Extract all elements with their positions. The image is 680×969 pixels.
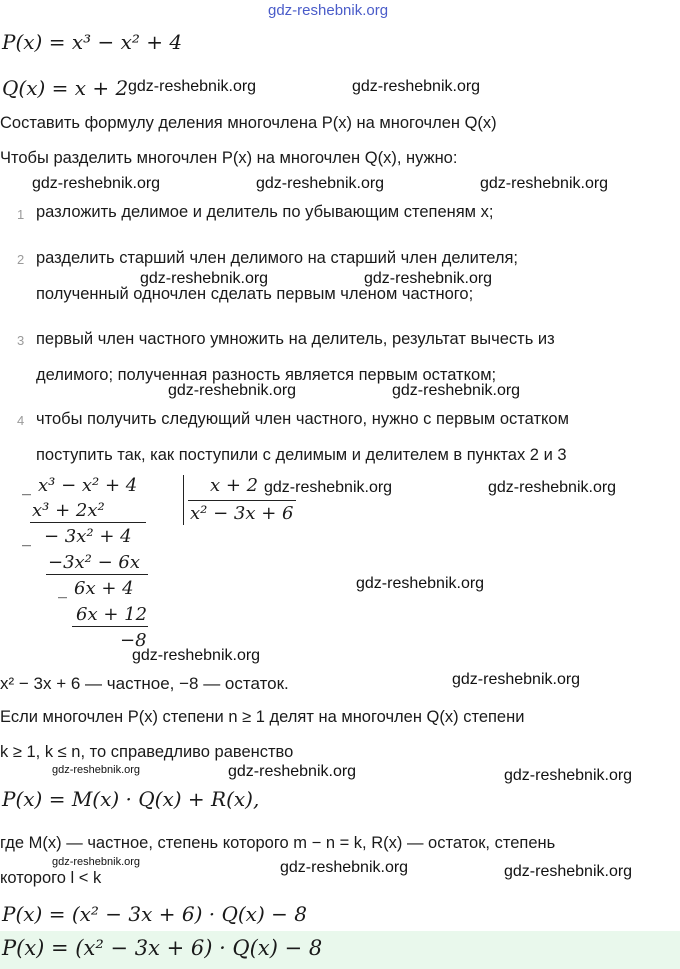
lead-text: Чтобы разделить многочлен P(x) на многочлен Q(x), нужно:	[0, 149, 458, 167]
divisor-underline	[188, 500, 296, 501]
step-text: разделить старший член делимого на старший член делителя;	[36, 249, 519, 267]
where-line-2: которого l < k	[0, 869, 102, 887]
watermark: gdz-reshebnik.org	[32, 175, 161, 192]
step-number: 3	[17, 333, 25, 348]
step-text: первый член частного умножить на делитель, результат вычесть из	[36, 330, 555, 348]
task-text: Составить формулу деления многочлена P(x) на многочлен Q(x)	[0, 114, 497, 132]
division-row: x³ + 2x²	[32, 500, 105, 521]
minus-sign: _	[22, 526, 31, 547]
watermark: gdz-reshebnik.org	[480, 175, 609, 192]
general-formula: P(x) = M(x) · Q(x) + R(x),	[2, 787, 260, 811]
watermark: gdz-reshebnik.org	[352, 78, 481, 95]
where-line-1: где M(x) — частное, степень которого m − n = k, R(x) — остаток, степень	[0, 834, 556, 852]
divider-vertical	[183, 475, 184, 525]
watermark: gdz-reshebnik.org	[452, 671, 581, 688]
division-line	[72, 626, 148, 627]
watermark: gdz-reshebnik.org	[504, 863, 633, 880]
theorem-line-1: Если многочлен P(x) степени n ≥ 1 делят на многочлен Q(x) степени	[0, 708, 525, 726]
q-formula: Q(x) = x + 2	[2, 76, 129, 100]
watermark: gdz-reshebnik.org	[52, 856, 141, 868]
division-row: 6x + 12	[76, 604, 148, 625]
watermark: gdz-reshebnik.org	[504, 767, 633, 784]
division-line	[30, 522, 146, 523]
watermark: gdz-reshebnik.org	[280, 859, 409, 876]
division-row: −3x² − 6x	[48, 552, 141, 573]
quotient: x² − 3x + 6	[190, 503, 294, 524]
remainder: −8	[120, 630, 147, 651]
watermark-top: gdz-reshebnik.org	[268, 2, 389, 19]
watermark: gdz-reshebnik.org	[228, 763, 357, 780]
watermark: gdz-reshebnik.org	[128, 78, 257, 95]
watermark: gdz-reshebnik.org	[488, 479, 617, 496]
step-number: 1	[17, 207, 25, 222]
watermark: gdz-reshebnik.org	[140, 270, 269, 287]
division-row: 6x + 4	[74, 578, 134, 599]
step-text: поступить так, как поступили с делимым и делителем в пунктах 2 и 3	[36, 446, 567, 464]
watermark: gdz-reshebnik.org	[392, 382, 521, 399]
minus-sign: _	[58, 578, 67, 599]
theorem-line-2: k ≥ 1, k ≤ n, то справедливо равенство	[0, 743, 294, 761]
answer-box	[0, 931, 680, 969]
step-text: разложить делимое и делитель по убывающим степеням x;	[36, 203, 494, 221]
divisor: x + 2	[210, 475, 259, 496]
quotient-remainder-line: x² − 3x + 6 — частное, −8 — остаток.	[0, 674, 289, 693]
watermark: gdz-reshebnik.org	[264, 479, 393, 496]
watermark: gdz-reshebnik.org	[132, 647, 261, 664]
p-formula: P(x) = x³ − x² + 4	[2, 30, 183, 54]
step-text: полученный одночлен сделать первым членом частного;	[36, 285, 474, 303]
watermark: gdz-reshebnik.org	[364, 270, 493, 287]
minus-sign: _	[22, 475, 31, 496]
division-row: − 3x² + 4	[44, 526, 132, 547]
final-formula: P(x) = (x² − 3x + 6) · Q(x) − 8	[2, 902, 307, 926]
dividend: x³ − x² + 4	[38, 475, 138, 496]
step-text: чтобы получить следующий член частного, нужно с первым остатком	[36, 410, 569, 428]
watermark: gdz-reshebnik.org	[52, 764, 141, 776]
step-number: 4	[17, 413, 25, 428]
watermark: gdz-reshebnik.org	[168, 382, 297, 399]
step-number: 2	[17, 252, 25, 267]
answer-formula: P(x) = (x² − 3x + 6) · Q(x) − 8	[2, 936, 323, 960]
watermark: gdz-reshebnik.org	[356, 575, 485, 592]
step-text: делимого; полученная разность является первым остатком;	[36, 366, 497, 384]
division-line	[46, 574, 148, 575]
watermark: gdz-reshebnik.org	[256, 175, 385, 192]
